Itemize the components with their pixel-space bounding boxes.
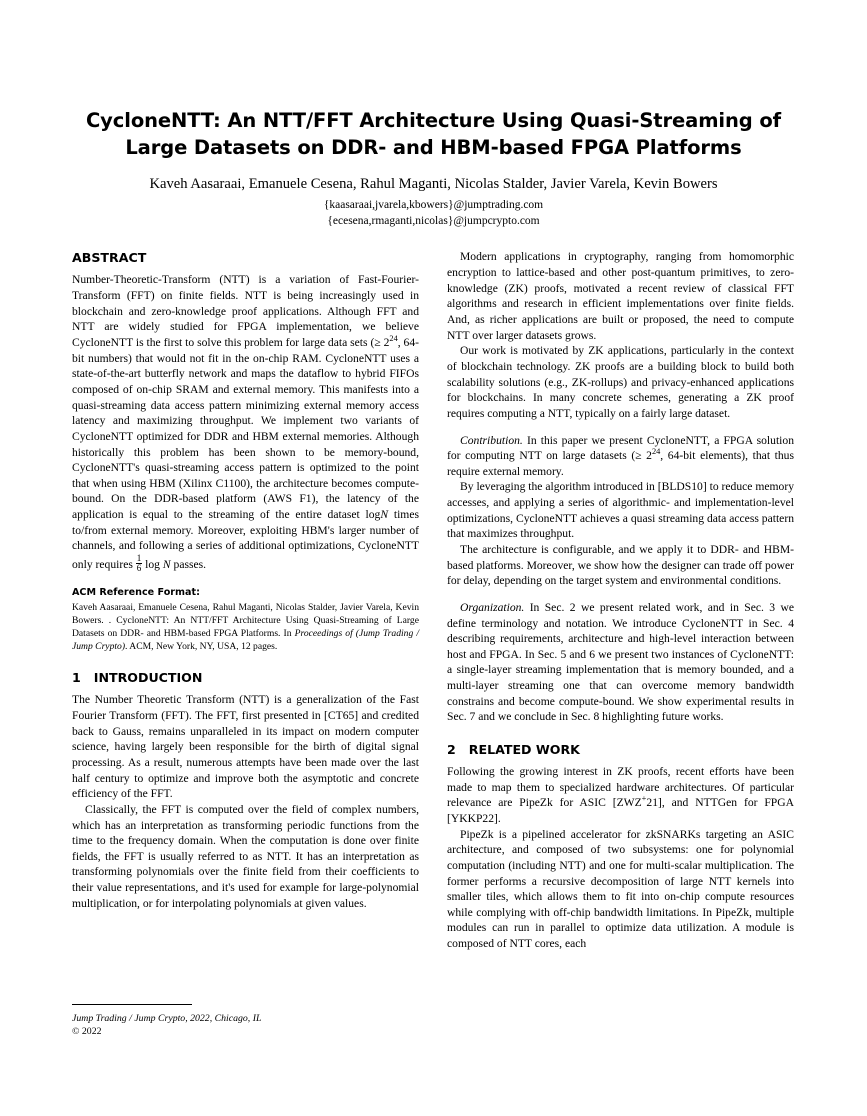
abstract-text-3: times to/from external memory. Moreover, exploiting HBM's larger number of channels, and following a series of additional optimizations, CycloneNTT only requires xyxy=(72,508,419,571)
contribution-exponent: 24 xyxy=(651,447,661,457)
contribution-text-1: In this paper we present CycloneNTT, a FPGA solution for computing NTT on large datasets ( xyxy=(447,433,794,463)
right-paragraph-1: Modern applications in cryptography, ranging from homomorphic encryption to lattice-based and other post-quantum primitives, to zero-knowledge (ZK) proofs, motivated a recent review of classical FFT algorithms and research in efficient implementations over finite fields. And, as richer applications are built or proposed, the need to compute NTT over larger datasets grows. xyxy=(447,250,794,342)
abstract-text-2: , 64-bit numbers) that would not fit in the on-chip RAM. CycloneNTT uses a state-of-the-art butterfly network and maps the dataflow to hybrid FIFOs composed of on-chip SRAM and external memory. This manifests into a quasi-streaming data access pattern minimizing external memory access latency and maximizing throughput. We implement two variants of CycloneNTT optimized for DDR and HBM external memories. Although historically this problem has been shown to be memory-bound, CycloneNTT's quasi-streaming access pattern is optimized to the point that when using HBM (Xilinx C1100), the architecture becomes compute-bound. On the DDR-based platform (AWS F1), the latency of the application is equal to the streaming of the entire dataset log xyxy=(72,336,419,522)
abstract-n-2: N xyxy=(162,557,171,571)
right-paragraph-2: Our work is motivated by ZK applications, particularly in the context of blockchain technology. ZK proofs are a building block to build both scalability solutions (e.g., ZK-rollups) and privacy-enhanced applications for blockchains. In many concrete schemes, generating a ZK proof requires computing a NTT, typically on a fairly large dataset. xyxy=(447,344,794,420)
left-column xyxy=(72,249,419,951)
right-paragraph-3: By leveraging the algorithm introduced in [BLDS10] to reduce memory accesses, and applying a series of algorithmic- and implementation-level optimizations, CycloneNTT achieves a quasi streaming data access pattern that maximizes throughput. xyxy=(447,480,794,541)
acm-ref-text-1: Kaveh Aasaraai, Emanuele Cesena, Rahul Maganti, Nicolas Stalder, Javier Varela, Kevin Bowers. . CycloneNTT: An NTT/FFT Architecture Using Quasi-Streaming of Large Datasets on DDR- and HBM-based FPGA Platforms. In xyxy=(72,602,419,639)
section-2-number: 2 xyxy=(447,742,456,758)
right-paragraph-4: The architecture is configurable, and we apply it to DDR- and HBM-based platforms. Moreover, we show how the designer can trade off power for delay, depending on the target system and environmental conditions. xyxy=(447,543,794,588)
intro-paragraph-2: Classically, the FFT is computed over the field of complex numbers, which has an interpretation as transforming periodic functions from the time to the frequency domain. When the computation is done over finite fields, the FFT is usually referred to as NTT. It has an interpretation as transforming polynomials over the finite field from their coefficients to their value representations, and it's used for example for large-polynomial multiplication, or for interpolating polynomials at given values. xyxy=(72,802,419,910)
section-2-title: RELATED WORK xyxy=(468,742,580,758)
abstract-text-5: passes. xyxy=(170,557,207,571)
acm-ref-proceedings: Proceedings of (Jump Trading / Jump Crypto) xyxy=(72,627,419,652)
organization-label: Organization. xyxy=(460,600,525,614)
acm-reference-body xyxy=(72,602,419,653)
related-work-superscript: + xyxy=(641,794,647,804)
abstract-exponent: 24 xyxy=(389,334,398,344)
related-work-paragraph-2: PipeZk is a pipelined accelerator for zkSNARKs targeting an ASIC architecture, and composed of two subsystems: one for polynomial computation (including NTT) and one for multi-scalar multiplication. The former performs a recursive decomposition of large NTT kernels into smaller tiles, which allows them to fit into on-chip compute resources while complying with off-chip bandwidth limitations. In PipeZk, multiple modules can run in parallel to optimize data utilization. A module is composed of NTT cores, each xyxy=(447,827,794,951)
footer-copyright: © 2022 xyxy=(72,1025,102,1037)
page-title: CycloneNTT: An NTT/FFT Architecture Using Quasi-Streaming of Large Datasets on DDR- and HBM-based FPGA Platforms xyxy=(85,109,782,159)
acm-reference-heading: ACM Reference Format: xyxy=(72,587,200,599)
author-list: Kaveh Aasaraai, Emanuele Cesena, Rahul Maganti, Nicolas Stalder, Javier Varela, Kevin Bowers xyxy=(149,175,718,192)
related-work-text-2: 21], and NTTGen for FPGA [YKKP22]. xyxy=(447,796,794,825)
section-heading-related-work xyxy=(447,741,794,758)
abstract-heading: ABSTRACT xyxy=(72,250,147,266)
organization-paragraph xyxy=(447,600,794,725)
abstract-text-1: Number-Theoretic-Transform (NTT) is a variation of Fast-Fourier-Transform (FFT) on finite fields. NTT is being increasingly used in blockchain and zero-knowledge proof applications. Although FFT and NTT are widely studied for FPGA implementation, we believe CycloneNTT is the first to solve this problem for large data sets ( xyxy=(72,273,419,350)
author-emails xyxy=(72,197,795,230)
email-line-1: {kaasaraai,jvarela,kbowers}@jumptrading.com xyxy=(323,198,544,211)
abstract-geq: ≥ 2 xyxy=(374,336,390,350)
related-work-text-1: Following the growing interest in ZK proofs, recent efforts have been made to map them to specialized hardware architectures. Of particular relevance are PipeZk for ASIC [ZWZ xyxy=(447,765,794,810)
email-line-2: {ecesena,rmaganti,nicolas}@jumpcrypto.com xyxy=(327,215,540,228)
page-footer xyxy=(72,1004,419,1038)
intro-paragraph-1: The Number Theoretic Transform (NTT) is a generalization of the Fast Fourier Transform (FFT). The FFT, first presented in [CT65] and credited back to Gauss, remains unparalleled in its impact on modern computer science, having largely been responsible for the birth of digital signal processing. As a result, numerous attempts have been made over the last half century to optimize and improve both the asymptotic and concrete efficiency of the FFT. xyxy=(72,693,419,801)
contribution-geq: ≥ 2 xyxy=(635,449,652,463)
two-column-body xyxy=(72,249,795,951)
section-heading-introduction xyxy=(72,669,419,686)
fraction-denominator: 6 xyxy=(136,563,142,574)
fraction-numerator: 1 xyxy=(136,553,142,563)
right-column xyxy=(447,249,794,951)
abstract-text-4: log xyxy=(142,557,163,571)
section-1-title: INTRODUCTION xyxy=(93,670,203,686)
contribution-label: Contribution. xyxy=(460,433,523,447)
contribution-paragraph xyxy=(447,433,794,480)
footer-venue: Jump Trading / Jump Crypto, 2022, Chicago, IL xyxy=(72,1012,262,1024)
acm-ref-text-2: . ACM, New York, NY, USA, 12 pages. xyxy=(125,640,278,652)
section-1-number: 1 xyxy=(72,670,81,686)
contribution-text-2: , 64-bit elements), that thus require external memory. xyxy=(447,449,794,478)
paragraph-spacer-2 xyxy=(447,589,794,600)
abstract-n-1: N xyxy=(380,508,389,522)
related-work-paragraph-1 xyxy=(447,764,794,827)
paragraph-spacer-1 xyxy=(447,422,794,433)
abstract-paragraph xyxy=(72,272,419,573)
footer-divider xyxy=(72,1004,192,1005)
organization-text: In Sec. 2 we present related work, and in Sec. 3 we define terminology and notation. We introduce CycloneNTT in Sec. 4 describing requirements, architecture and high-level interaction between host and FPGA. In Sec. 5 and 6 we present two instances of CycloneNTT: a single-layer streaming implementation that is memory bounded, and a multi-layer streaming one that can overcome memory bandwidth constrains and become compute-bound. We show experimental results in Sec. 7 and we conclude in Sec. 8 highlighting future works. xyxy=(447,600,794,724)
